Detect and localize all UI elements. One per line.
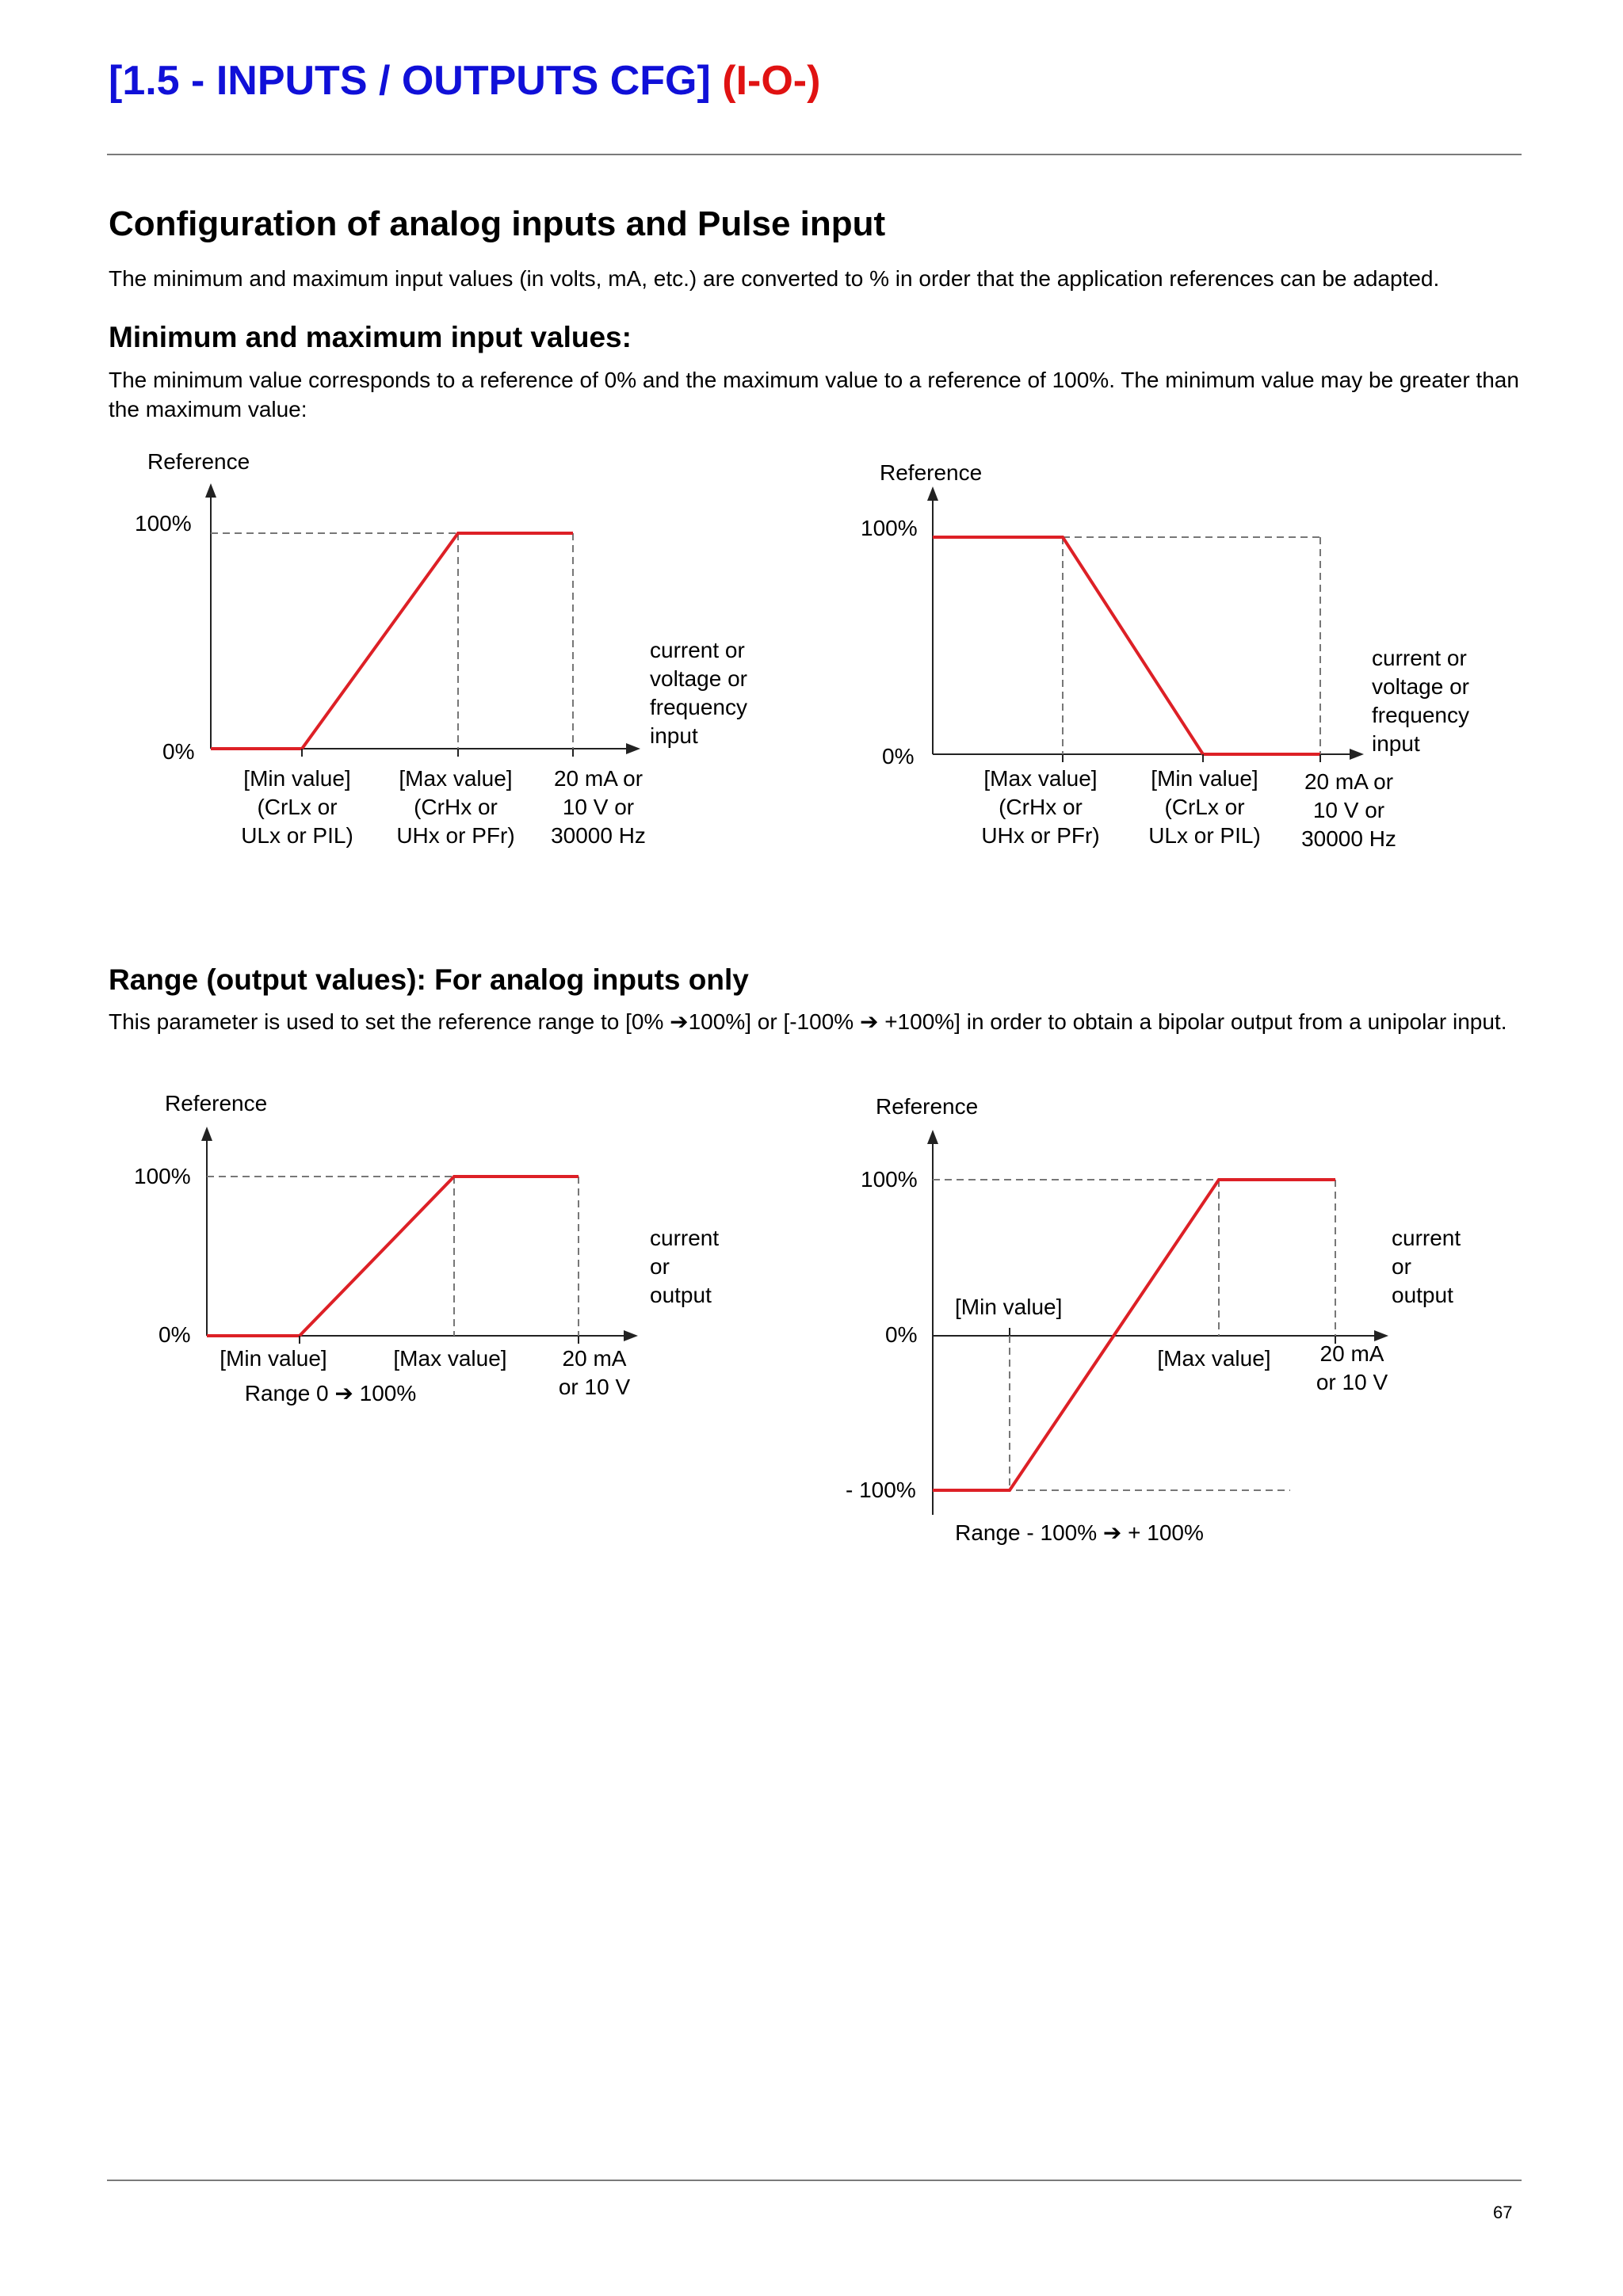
x-end-label-3: 30000 Hz [1301,826,1396,851]
x-min-label-3: ULx or PIL) [1148,823,1261,848]
y-axis-label: Reference [165,1091,268,1116]
y-tick-100: 100% [861,516,918,540]
x-end-label-2: or 10 V [1316,1370,1388,1394]
x-max-label-3: UHx or PFr) [981,823,1100,848]
minmax-heading: Minimum and maximum input values: [109,321,632,353]
y-axis-label: Reference [147,449,250,474]
x-axis-label-4: input [650,723,698,748]
y-tick-0: 0% [882,744,915,769]
x-end-label-1: 20 mA or [1304,769,1394,794]
x-axis-label-1: current [650,1226,720,1250]
x-min-label: [Min value] [955,1295,1063,1319]
y-tick-100: 100% [135,511,192,536]
x-end-label-1: 20 mA or [553,766,643,791]
x-end-label-2: 10 V or [562,795,635,819]
diagram4 [846,1094,1461,1545]
reference-curve [211,533,573,749]
y-axis-label: Reference [880,460,983,485]
x-min-label-3: ULx or PIL) [241,823,353,848]
section-intro: The minimum and maximum input values (in volts, mA, etc.) are converted to % in order that the application references can be adapted. [109,266,1440,291]
x-end-label-1: 20 mA [562,1346,627,1371]
x-max-label: [Max value] [393,1346,507,1371]
x-max-label-3: UHx or PFr) [396,823,515,848]
range-caption: Range - 100% ➔ + 100% [955,1520,1204,1545]
y-tick-100: 100% [861,1167,918,1192]
x-min-label-1: [Min value] [243,766,351,791]
range-caption: Range 0 ➔ 100% [244,1381,417,1405]
x-axis-label-3: frequency [650,695,747,719]
y-tick-0: 0% [162,739,195,764]
y-tick-0: 0% [885,1322,918,1347]
x-axis-label-2: or [650,1254,670,1279]
x-end-label-2: 10 V or [1312,798,1385,822]
diagram3 [134,1091,719,1405]
y-tick-minus-100: - 100% [846,1478,916,1502]
x-max-label-1: [Max value] [399,766,513,791]
reference-curve [207,1177,579,1336]
x-min-label-2: (CrLx or [1164,795,1245,819]
x-axis-label-3: output [650,1283,712,1307]
x-axis-label-1: current or [650,638,745,662]
y-tick-100: 100% [134,1164,191,1188]
x-end-label-2: or 10 V [558,1375,631,1399]
y-tick-0: 0% [158,1322,191,1347]
x-axis-label-2: voltage or [1372,674,1469,699]
reference-curve [933,537,1320,754]
x-end-label-1: 20 mA [1319,1341,1384,1366]
page-title-main: [1.5 - INPUTS / OUTPUTS CFG] [109,58,711,104]
minmax-text: The minimum value corresponds to a reference of 0% and the maximum value to a reference of 100%. The minimum value may be greater than the maximum value: [109,368,1519,421]
y-axis-label: Reference [876,1094,979,1119]
page-title-code: (I-O-) [710,58,821,104]
x-axis-label-3: output [1392,1283,1453,1307]
x-min-label-1: [Min value] [1151,766,1258,791]
x-max-label-2: (CrHx or [999,795,1083,819]
x-axis-label-1: current [1392,1226,1461,1250]
diagram2 [861,460,1469,851]
range-heading: Range (output values): For analog inputs only [109,963,749,996]
x-axis-label-2: voltage or [650,666,747,691]
diagram1 [135,449,747,848]
x-max-label: [Max value] [1157,1346,1271,1371]
x-axis-label-1: current or [1372,646,1467,670]
x-axis-label-3: frequency [1372,703,1469,727]
range-text: This parameter is used to set the reference range to [0% ➔100%] or [-100% ➔ +100%] in order to obtain a bipolar output from a unipolar input. [109,1009,1507,1034]
page-number: 67 [1493,2203,1513,2222]
x-end-label-3: 30000 Hz [551,823,646,848]
x-max-label-1: [Max value] [983,766,1098,791]
x-axis-label-4: input [1372,731,1420,756]
x-max-label-2: (CrHx or [414,795,498,819]
section-heading: Configuration of analog inputs and Pulse input [109,204,886,243]
footer-rule [107,2180,1522,2181]
x-axis-label-2: or [1392,1254,1411,1279]
x-min-label: [Min value] [220,1346,327,1371]
x-min-label-2: (CrLx or [257,795,338,819]
